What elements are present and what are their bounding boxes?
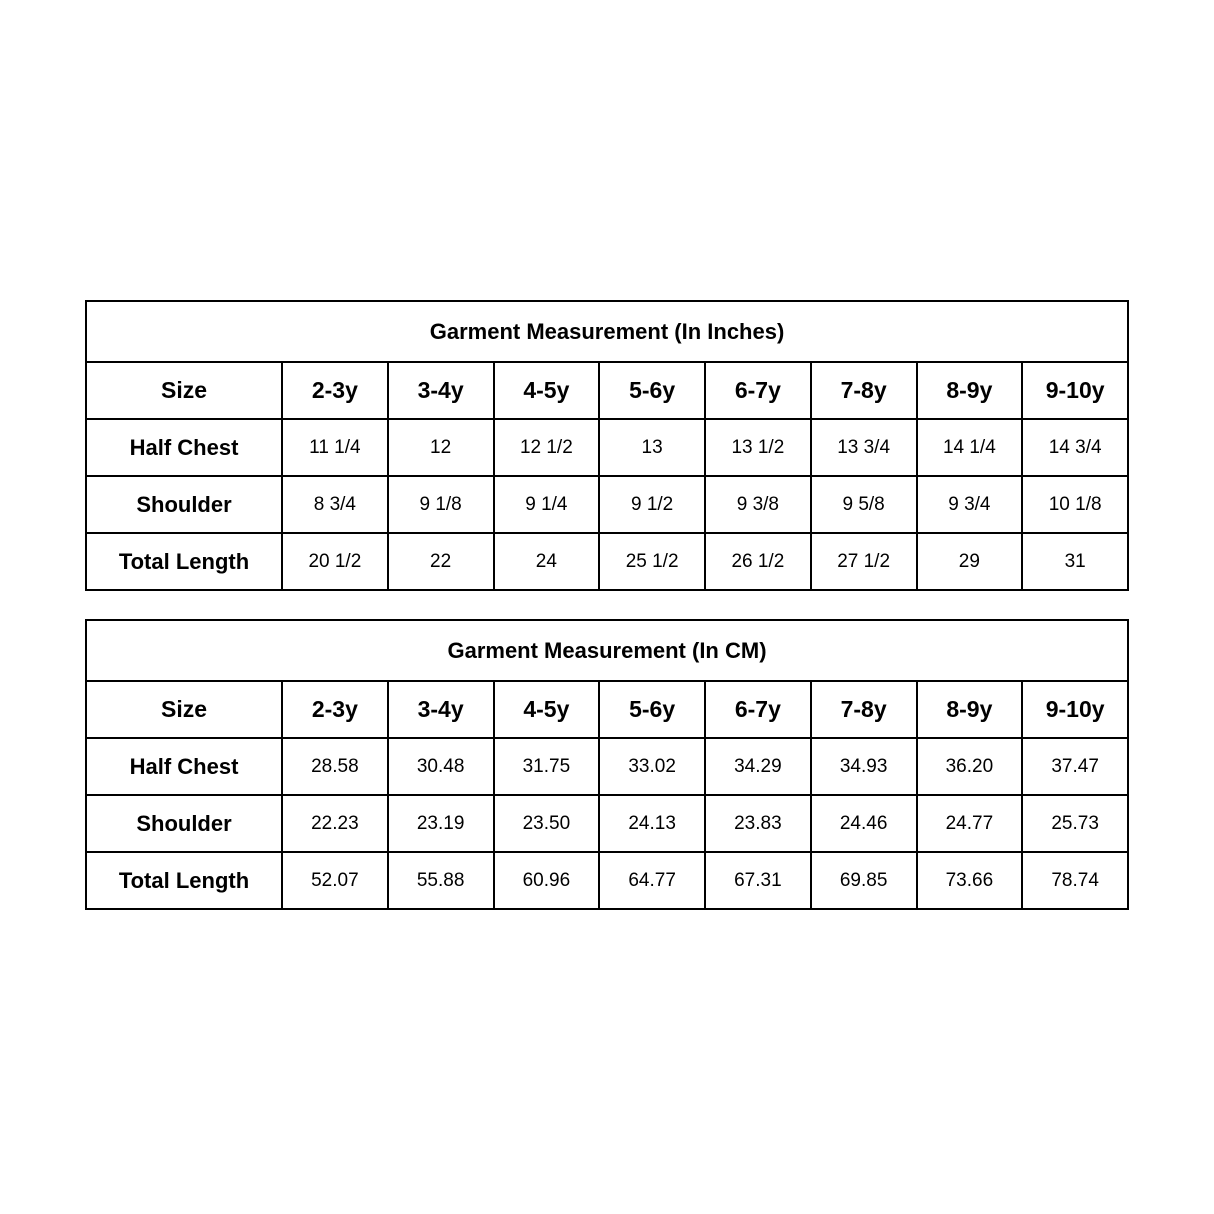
size-header-cell: 2-3y <box>282 681 388 738</box>
row-label: Half Chest <box>86 419 282 476</box>
table-cell: 31 <box>1022 533 1128 590</box>
size-header-cell: 6-7y <box>705 681 811 738</box>
table-cell: 24 <box>494 533 600 590</box>
table-row <box>86 419 1128 476</box>
row-label: Half Chest <box>86 738 282 795</box>
size-header-label: Size <box>86 362 282 419</box>
table-title: Garment Measurement (In CM) <box>86 620 1128 681</box>
size-header-cell: 7-8y <box>811 681 917 738</box>
size-header-cell: 7-8y <box>811 362 917 419</box>
size-header-cell: 9-10y <box>1022 362 1128 419</box>
size-header-cell: 3-4y <box>388 681 494 738</box>
table-cell: 13 3/4 <box>811 419 917 476</box>
row-label: Total Length <box>86 852 282 909</box>
table-cell: 20 1/2 <box>282 533 388 590</box>
table-cell: 52.07 <box>282 852 388 909</box>
size-header-cell: 8-9y <box>917 681 1023 738</box>
table-cell: 8 3/4 <box>282 476 388 533</box>
table-row <box>86 533 1128 590</box>
table-title-row <box>86 301 1128 362</box>
table-title-row <box>86 620 1128 681</box>
size-header-cell: 4-5y <box>494 362 600 419</box>
table-cell: 73.66 <box>917 852 1023 909</box>
table-cell: 67.31 <box>705 852 811 909</box>
size-header-row <box>86 681 1128 738</box>
table-cell: 33.02 <box>599 738 705 795</box>
table-cell: 69.85 <box>811 852 917 909</box>
table-row <box>86 795 1128 852</box>
table-cell: 22 <box>388 533 494 590</box>
table-cell: 64.77 <box>599 852 705 909</box>
size-header-cell: 6-7y <box>705 362 811 419</box>
table-cell: 28.58 <box>282 738 388 795</box>
size-header-cell: 4-5y <box>494 681 600 738</box>
size-header-cell: 8-9y <box>917 362 1023 419</box>
size-header-label: Size <box>86 681 282 738</box>
size-header-cell: 9-10y <box>1022 681 1128 738</box>
table-cell: 9 1/4 <box>494 476 600 533</box>
table-cell: 9 3/8 <box>705 476 811 533</box>
table-cell: 13 <box>599 419 705 476</box>
row-label: Shoulder <box>86 795 282 852</box>
size-chart-inches <box>85 300 1129 591</box>
table-cell: 9 1/8 <box>388 476 494 533</box>
size-header-cell: 5-6y <box>599 681 705 738</box>
table-cell: 55.88 <box>388 852 494 909</box>
table-cell: 25.73 <box>1022 795 1128 852</box>
table-cell: 30.48 <box>388 738 494 795</box>
row-label: Shoulder <box>86 476 282 533</box>
table-cell: 78.74 <box>1022 852 1128 909</box>
table-cell: 37.47 <box>1022 738 1128 795</box>
table-cell: 12 <box>388 419 494 476</box>
table-cell: 24.77 <box>917 795 1023 852</box>
table-cell: 29 <box>917 533 1023 590</box>
table-cell: 24.13 <box>599 795 705 852</box>
table-cell: 24.46 <box>811 795 917 852</box>
size-header-cell: 5-6y <box>599 362 705 419</box>
table-cell: 25 1/2 <box>599 533 705 590</box>
size-header-row <box>86 362 1128 419</box>
table-cell: 11 1/4 <box>282 419 388 476</box>
table-cell: 60.96 <box>494 852 600 909</box>
table-cell: 12 1/2 <box>494 419 600 476</box>
row-label: Total Length <box>86 533 282 590</box>
table-cell: 36.20 <box>917 738 1023 795</box>
table-cell: 27 1/2 <box>811 533 917 590</box>
size-chart-cm <box>85 619 1129 910</box>
table-cell: 14 3/4 <box>1022 419 1128 476</box>
size-header-cell: 3-4y <box>388 362 494 419</box>
table-cell: 34.93 <box>811 738 917 795</box>
table-row <box>86 738 1128 795</box>
table-cell: 23.83 <box>705 795 811 852</box>
size-header-cell: 2-3y <box>282 362 388 419</box>
table-cell: 34.29 <box>705 738 811 795</box>
table-cell: 9 1/2 <box>599 476 705 533</box>
table-cell: 14 1/4 <box>917 419 1023 476</box>
table-cell: 10 1/8 <box>1022 476 1128 533</box>
table-row <box>86 852 1128 909</box>
table-cell: 23.19 <box>388 795 494 852</box>
table-cell: 31.75 <box>494 738 600 795</box>
table-cell: 23.50 <box>494 795 600 852</box>
table-title: Garment Measurement (In Inches) <box>86 301 1128 362</box>
table-cell: 22.23 <box>282 795 388 852</box>
table-cell: 9 3/4 <box>917 476 1023 533</box>
table-cell: 13 1/2 <box>705 419 811 476</box>
table-cell: 26 1/2 <box>705 533 811 590</box>
table-cell: 9 5/8 <box>811 476 917 533</box>
table-row <box>86 476 1128 533</box>
